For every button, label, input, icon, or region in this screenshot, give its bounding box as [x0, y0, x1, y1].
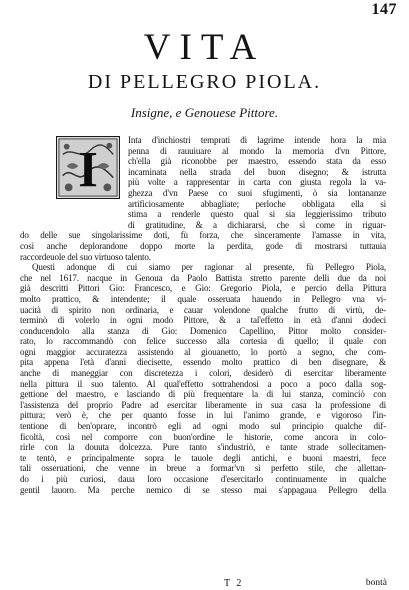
page-subtitle: DI PELLEGRO PIOLA. — [87, 71, 322, 93]
title-caption: Insigne, e Genouese Pittore. — [130, 105, 279, 120]
text-line: tentione di ben'oprare, incontrò egli ad ogni modo sul principio qualche dif- — [20, 421, 386, 432]
text-line: pita appena l'età d'anni diecisette, essendo molto prattico di ben disegnare, & — [20, 357, 386, 368]
text-line: già descritti Pittori Gio: Francesco, e Gio: Gregorio Piola, e percio della Pittura — [20, 283, 386, 294]
text-line: ch'ella già riconobbe per maestro, essendo stata da esso — [128, 156, 386, 167]
text-line: penna di rauuiuare al mondo la memoria d'vn Pittore, — [128, 145, 386, 156]
text-line: do i più curiosi, daua loro occasione d'esercitarlo continuamente in qualche — [20, 474, 386, 484]
text-line: che nel 1617. nacque in Genoua da Paolo Battista stretto parente delli due da noi — [20, 272, 386, 283]
text-line: ogni maggior accuratezza assistendo al giouanetto, lo portò a segno, che com- — [20, 346, 386, 357]
text-line: incaminata nella strada del buon disegno; & istrutta — [128, 166, 386, 177]
text-line: nella pittura il suo talento. Al qual'effetto sottrahendosi a poco a poco dalla sog- — [20, 378, 386, 389]
text-line: Questi adonque di cui siamo per ragionar al presente, fù Pellegro Piola, — [32, 262, 386, 273]
text-line: gentil lauoro. Ma perche nemico di se stesso mai s'appagaua Pellegro della — [20, 484, 386, 495]
text-line: più volte a rappresentar in carta con giusta regola la va- — [128, 177, 386, 188]
text-line: di gratitudine, & a dichiararsi, che sì come in riguar- — [128, 219, 386, 230]
text-line: Inta d'inchiostri temprati di lagrime intende hora la mia — [128, 135, 386, 145]
text-line: terminò di volerlo in ogni modo Pittore, & a tal'effetto in età d'anni dodeci — [20, 315, 386, 326]
text-line: te tentò, e principalmente sopra le tauole degli antichi, e buoni maestri, fece — [20, 452, 386, 463]
text-line: raccordeuole del suo virtuoso talento. — [20, 251, 151, 262]
text-line: rirle con la douuta dolcezza. Pure tanto s'industriò, e tante strade sollecitamen- — [20, 442, 386, 453]
catchword: bontà — [365, 578, 387, 588]
text-line: ghezza d'vn Paese co suoi sfugimenti, ò sia lontananze — [128, 187, 386, 198]
text-line: rato, lo raccommandò con felice successo alla cortesia di quello; il quale con — [20, 336, 386, 347]
text-line: artificiosamente abbagliate; perloche obbligata ella si — [128, 198, 386, 209]
text-line: anche di maneggiar con discretezza i colori, desiderò di esercitar liberamente — [20, 368, 386, 379]
text-line: stima a renderle questo qual si sia leggierissimo tributo — [128, 209, 386, 220]
text-line: tali osseruationi, che venne in breue a formar'vn sì perfetto stile, che allettan- — [20, 463, 386, 474]
text-line: ficoltà, così nel comporre con buon'ordine le historie, come ancora in colo- — [20, 431, 386, 442]
text-line: l'assistenza del proprio Padre ad esercitar liberamente in sua casa la professione di — [20, 399, 386, 410]
text-line: do delle sue singolarissime doti, fù forza, che sinceramente l'amasse in vita, — [20, 230, 386, 241]
body-text — [20, 135, 386, 495]
page-title: VITA — [143, 27, 266, 68]
signature-mark: T 2 — [224, 578, 244, 589]
text-line: pittura; verò è, che per quanto fosse in lui l'animo grande, e vigoroso l'in- — [20, 410, 386, 421]
text-line: gettione del maestro, e lasciando di più frequentare la di lui stanza, cominciò con — [20, 389, 386, 400]
text-line: così anche deplorandone doppo morte la perdita, gode di mostrarsi tuttauia — [20, 240, 386, 251]
page-number: 147 — [371, 1, 397, 18]
text-line: uacità di spirito non ordinaria, e cauar volendone qualche frutto di virtù, de- — [20, 304, 386, 315]
text-line: molto prattico, & intendente; il quale osseruata hauendo in Pellegro vna vi- — [20, 293, 386, 304]
dropcap-letter: I — [78, 141, 98, 198]
text-line: conducendolo alla stanza di Gio: Domenico Capellino, Pittor molto consider- — [20, 325, 386, 336]
